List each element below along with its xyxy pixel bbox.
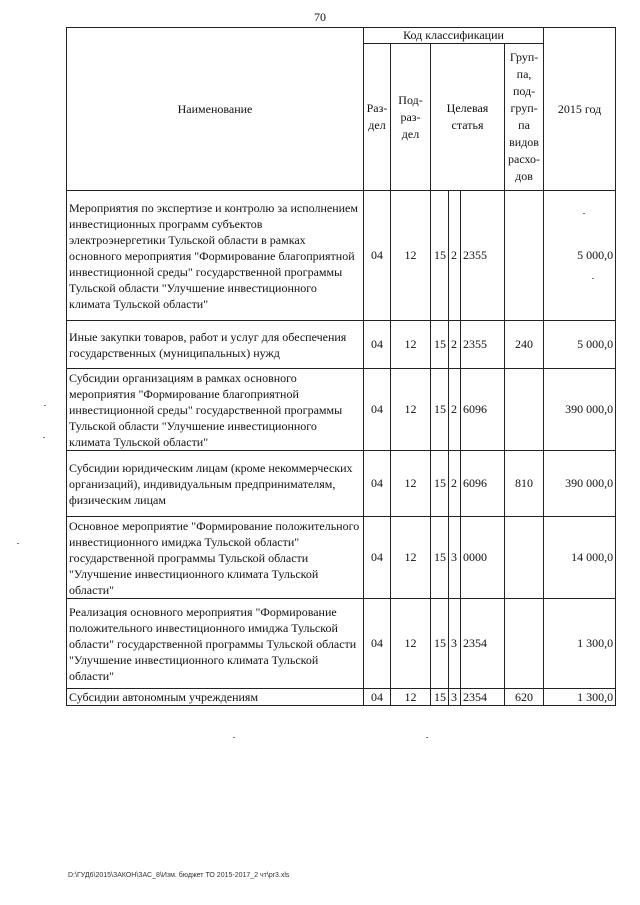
row-target-direction: 2355 (461, 191, 505, 321)
row-target-subprogram: 3 (449, 689, 461, 706)
row-expense-group (505, 517, 544, 599)
row-section: 04 (364, 517, 391, 599)
row-target-program: 15 (431, 369, 449, 451)
row-name: Субсидии организациям в рамках основного мероприятия "Формирование благоприятной инвестиционной среды" государственной программы Тульской области "Улучшение инвестиционного климата Тульской области" (67, 369, 364, 451)
row-amount: 390 000,0 (544, 369, 616, 451)
page-number: 70 (314, 10, 326, 24)
header-code-group: Код классификации (364, 28, 544, 44)
row-amount: 14 000,0 (544, 517, 616, 599)
row-target-subprogram: 3 (449, 599, 461, 689)
header-name: Наименование (67, 28, 364, 191)
header-target-article: Целевая статья (431, 44, 505, 191)
row-target-program: 15 (431, 451, 449, 517)
table-row (67, 369, 616, 451)
table-body (67, 191, 616, 706)
row-target-program: 15 (431, 321, 449, 369)
row-name: Основное мероприятие "Формирование положительного инвестиционного имиджа Тульской области" государственной программы Тульской области "Улучшение инвестиционного климата Тульской области" (67, 517, 364, 599)
row-expense-group: 620 (505, 689, 544, 706)
row-expense-group (505, 369, 544, 451)
row-subsection: 12 (391, 451, 431, 517)
header-subsection: Под- раз- дел (391, 44, 431, 191)
row-name: Иные закупки товаров, работ и услуг для обеспечения государственных (муниципальных) нужд (67, 321, 364, 369)
table-header (67, 28, 616, 191)
row-target-subprogram: 3 (449, 517, 461, 599)
table-row (67, 321, 616, 369)
row-target-program: 15 (431, 191, 449, 321)
row-subsection: 12 (391, 517, 431, 599)
row-section: 04 (364, 191, 391, 321)
table-row (67, 191, 616, 321)
row-subsection: 12 (391, 689, 431, 706)
table-row (67, 599, 616, 689)
row-expense-group (505, 191, 544, 321)
row-target-direction: 2354 (461, 689, 505, 706)
row-subsection: 12 (391, 369, 431, 451)
table-row (67, 689, 616, 706)
row-target-subprogram: 2 (449, 451, 461, 517)
row-target-subprogram: 2 (449, 191, 461, 321)
row-target-direction: 6096 (461, 451, 505, 517)
row-target-direction: 2354 (461, 599, 505, 689)
row-target-direction: 6096 (461, 369, 505, 451)
header-year: 2015 год (544, 28, 616, 191)
row-section: 04 (364, 689, 391, 706)
row-amount: 5 000,0 (544, 191, 616, 321)
row-target-program: 15 (431, 689, 449, 706)
row-expense-group (505, 599, 544, 689)
row-expense-group: 810 (505, 451, 544, 517)
row-amount: 1 300,0 (544, 689, 616, 706)
row-target-program: 15 (431, 517, 449, 599)
row-amount: 5 000,0 (544, 321, 616, 369)
row-target-direction: 2355 (461, 321, 505, 369)
header-section: Раз- дел (364, 44, 391, 191)
file-path-footer: D:\ГУД6\2015\ЗАКОН\ЗАС_8\Изм. бюджет ТО 2015-2017_2 чт\pr3.xls (68, 872, 290, 879)
row-section: 04 (364, 599, 391, 689)
row-subsection: 12 (391, 321, 431, 369)
row-amount: 1 300,0 (544, 599, 616, 689)
row-name: Мероприятия по экспертизе и контролю за исполнением инвестиционных программ субъектов электроэнергетики Тульской области в рамках основного мероприятия "Формирование благоприятной инвестиционной среды" государственной программы Тульской области "Улучшение инвестиционного климата Тульской области" (67, 191, 364, 321)
row-section: 04 (364, 451, 391, 517)
row-subsection: 12 (391, 191, 431, 321)
row-amount: 390 000,0 (544, 451, 616, 517)
row-name: Субсидии автономным учреждениям (67, 689, 364, 706)
table-row (67, 517, 616, 599)
row-section: 04 (364, 369, 391, 451)
row-expense-group: 240 (505, 321, 544, 369)
table-row (67, 451, 616, 517)
row-target-subprogram: 2 (449, 369, 461, 451)
row-target-program: 15 (431, 599, 449, 689)
row-target-direction: 0000 (461, 517, 505, 599)
row-name: Субсидии юридическим лицам (кроме некоммерческих организаций), индивидуальным предпринимателям, физическим лицам (67, 451, 364, 517)
row-subsection: 12 (391, 599, 431, 689)
row-section: 04 (364, 321, 391, 369)
row-name: Реализация основного мероприятия "Формирование положительного инвестиционного имиджа Тульской области" государственной программы Тульской области "Улучшение инвестиционного климата Тульской области" (67, 599, 364, 689)
row-target-subprogram: 2 (449, 321, 461, 369)
budget-table (66, 27, 616, 706)
header-expense-group: Груп- па, под- груп- па видов расхо- дов (505, 44, 544, 191)
